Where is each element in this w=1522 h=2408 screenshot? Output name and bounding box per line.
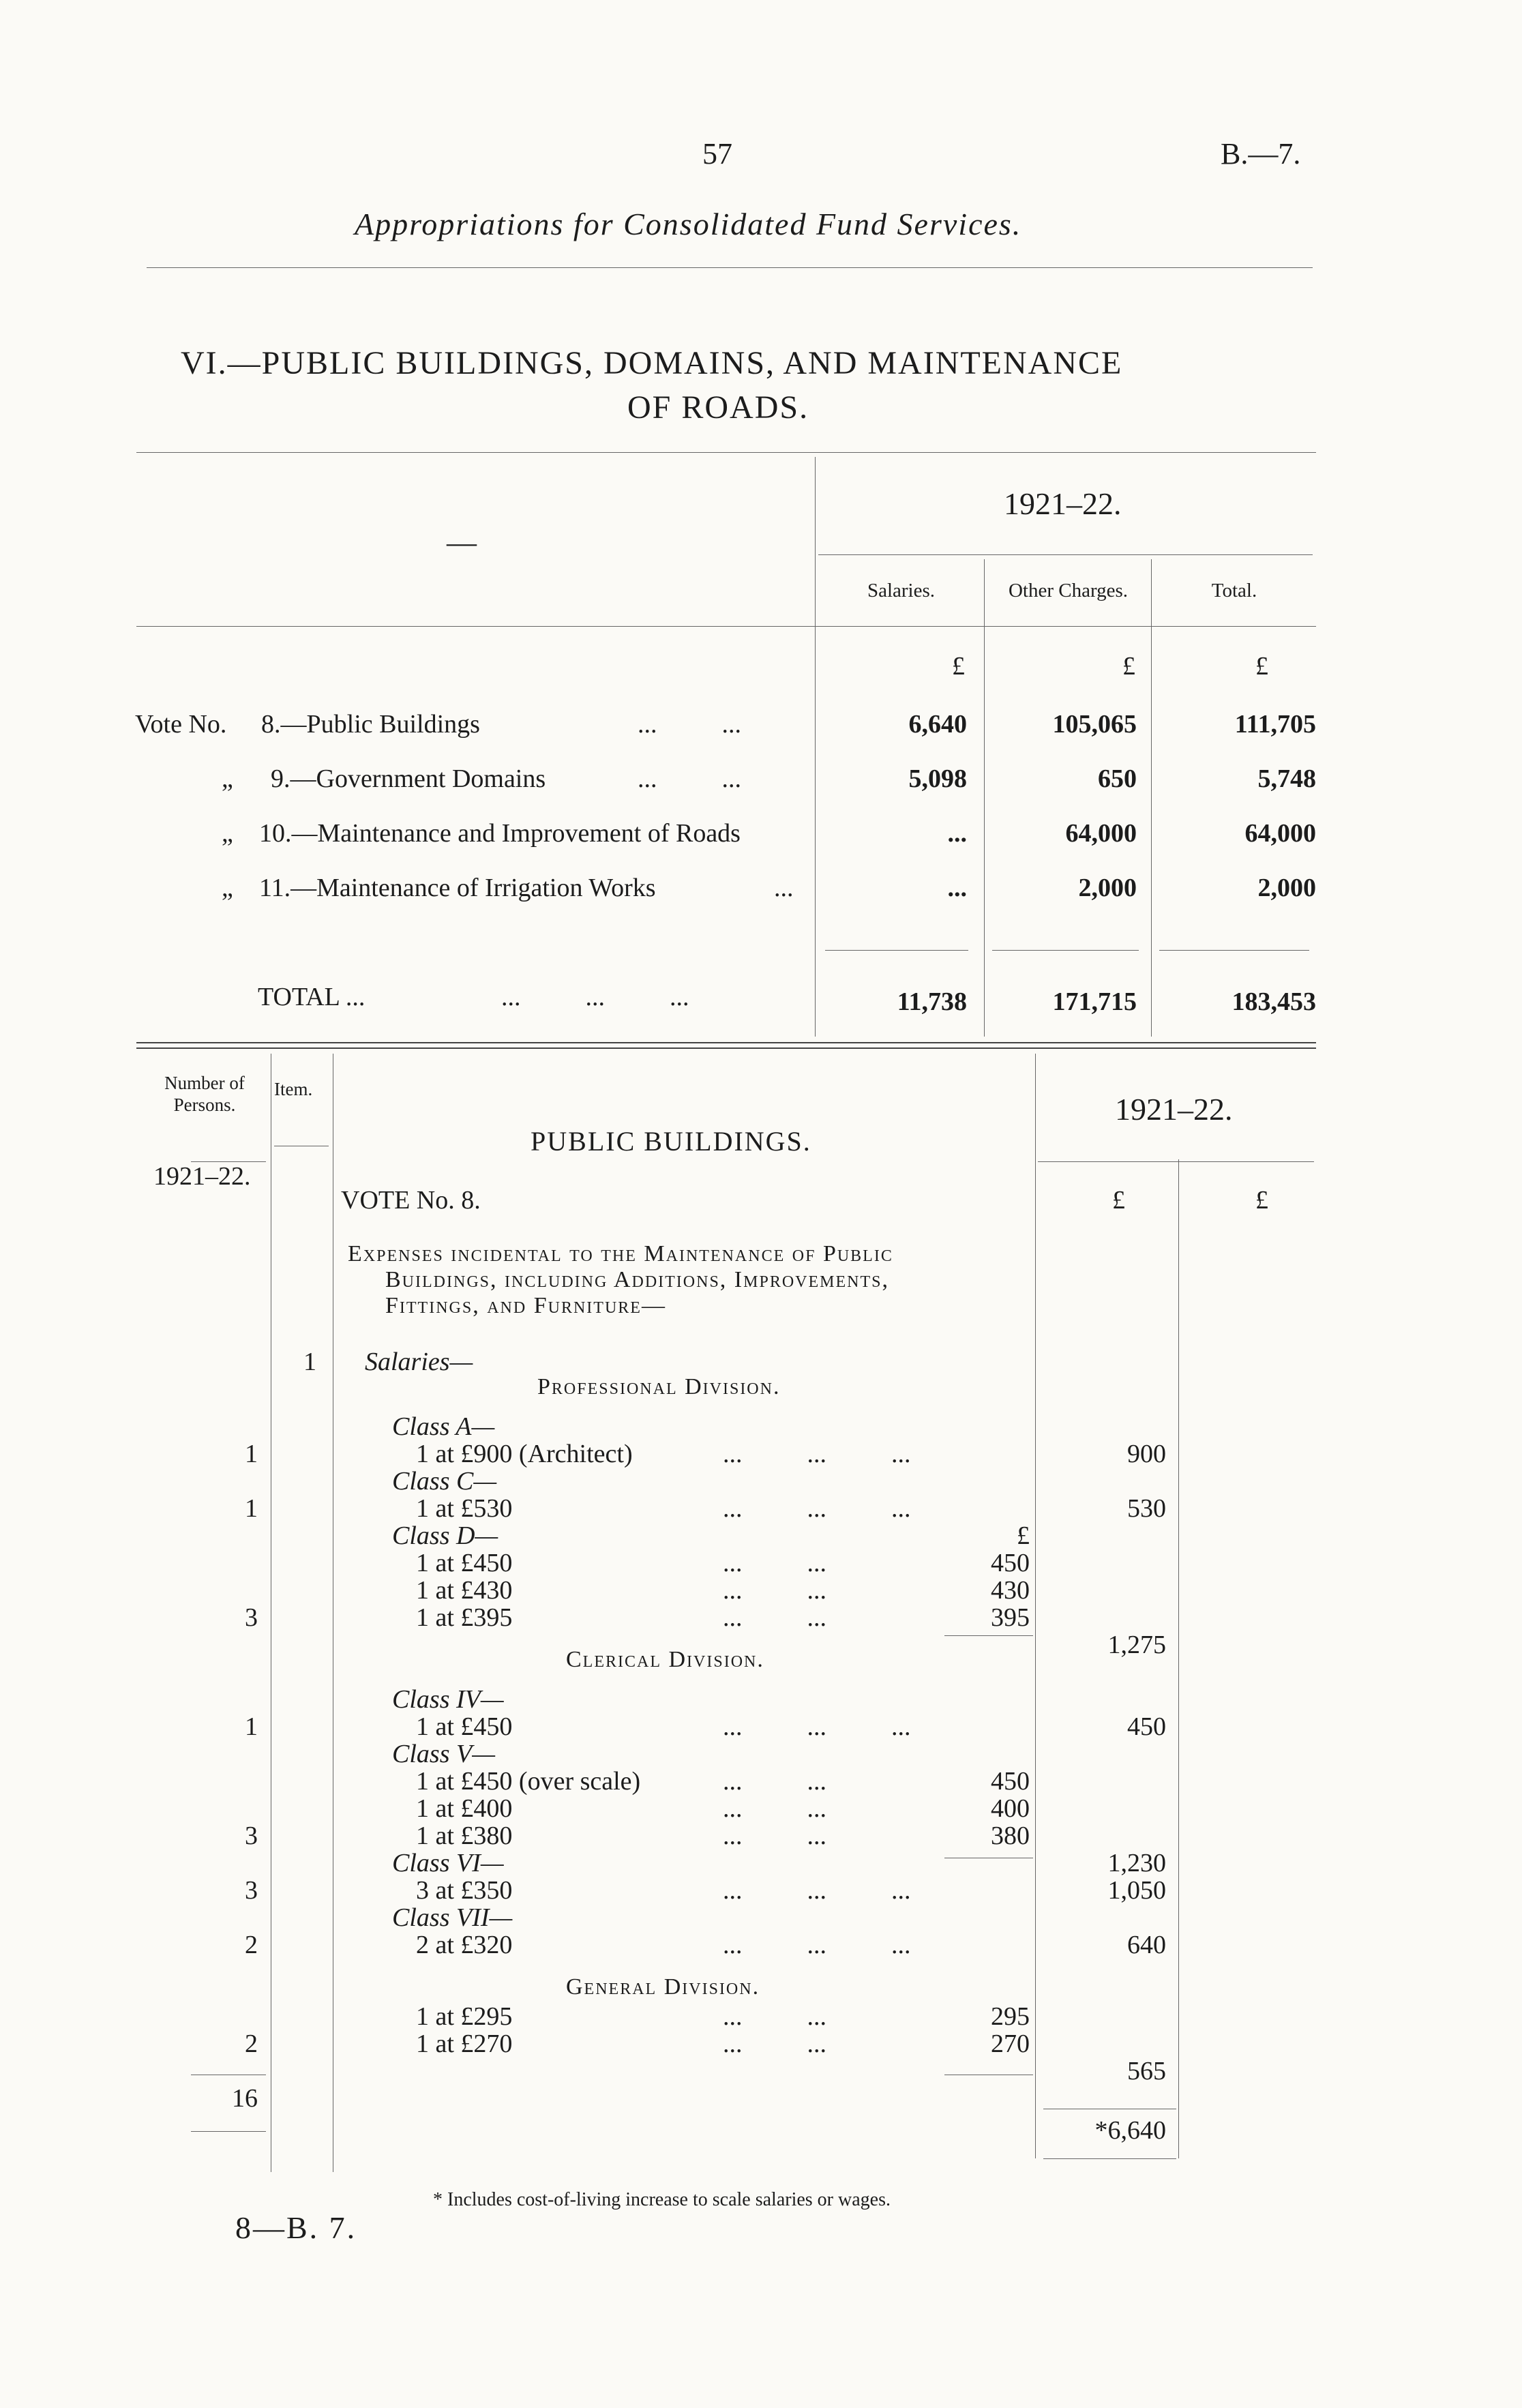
inner-amount: 430: [991, 1576, 1030, 1605]
salary-line: 3 at £350: [416, 1876, 513, 1905]
leader-dots: ... ... ...: [723, 1931, 911, 1959]
leader-dots: ... ... ...: [723, 1494, 911, 1523]
division-heading-clerical: Clerical Division.: [566, 1647, 764, 1672]
double-rule-lower: [136, 1047, 1316, 1049]
outer-amount: 565: [1127, 2057, 1166, 2085]
inner-amount: 295: [991, 2002, 1030, 2031]
currency-other: £: [1122, 652, 1135, 681]
summary-total-other: 171,715: [1052, 987, 1137, 1016]
leader-dots: ... ... ...: [501, 983, 689, 1011]
division-heading-general: General Division.: [566, 1974, 760, 2000]
persons-count: 3: [245, 1876, 258, 1905]
page-number: 57: [702, 137, 732, 170]
inner-amount: £: [1017, 1521, 1030, 1550]
currency-outer: £: [1255, 1186, 1268, 1215]
salary-line: 2 at £320: [416, 1931, 513, 1959]
outer-amount: 1,275: [1107, 1631, 1166, 1659]
summary-other-value: 650: [1098, 764, 1137, 793]
page-reference: B.—7.: [1221, 137, 1301, 170]
detail-year: 1921–22.: [1115, 1092, 1233, 1127]
outer-amount: 530: [1127, 1494, 1166, 1523]
persons-count: 3: [245, 1603, 258, 1632]
leader-dots: ... ...: [723, 2002, 826, 2031]
summary-total-value: 111,705: [1234, 710, 1316, 739]
total-persons: 16: [232, 2084, 258, 2113]
leader-dots: ... ...: [723, 1603, 826, 1632]
summary-total-value: 2,000: [1257, 874, 1316, 902]
persons-year: 1921–22.: [153, 1162, 251, 1191]
col-salaries: Salaries.: [867, 580, 936, 601]
detail-heading: PUBLIC BUILDINGS.: [531, 1126, 811, 1157]
summary-total-salaries: 11,738: [897, 987, 967, 1016]
salary-line: 1 at £430: [416, 1576, 513, 1605]
leader-dots: ... ...: [723, 1794, 826, 1823]
salary-line: 1 at £295: [416, 2002, 513, 2031]
ditto-mark: „: [222, 819, 233, 848]
leader-dots: ... ...: [723, 1549, 826, 1577]
division-heading-professional: Professional Division.: [537, 1374, 781, 1399]
inner-amount: 270: [991, 2030, 1030, 2058]
class-label: Class D—: [392, 1521, 498, 1550]
outer-amount: 1,050: [1107, 1876, 1166, 1905]
summary-other-value: 105,065: [1052, 710, 1137, 739]
section-title: VI.—PUBLIC BUILDINGS, DOMAINS, AND MAINTENANCE: [181, 345, 1123, 381]
summary-total-label: TOTAL ...: [258, 983, 365, 1011]
salary-line: 1 at £400: [416, 1794, 513, 1823]
outer-amount: 450: [1127, 1712, 1166, 1741]
summary-year: 1921–22.: [1004, 486, 1122, 521]
section-title-line2: OF ROADS.: [627, 389, 809, 426]
inner-amount: 395: [991, 1603, 1030, 1632]
salaries-label: Salaries—: [365, 1348, 473, 1376]
vote-prefix: Vote No.: [135, 710, 227, 739]
currency-inner: £: [1112, 1186, 1125, 1215]
class-label: Class IV—: [392, 1685, 504, 1714]
outer-amount: 1,230: [1107, 1849, 1166, 1877]
inner-amount: 380: [991, 1822, 1030, 1850]
outer-amount: 900: [1127, 1440, 1166, 1468]
summary-total-total: 183,453: [1232, 987, 1316, 1016]
class-label: Class VI—: [392, 1849, 504, 1877]
salary-line: 1 at £900 (Architect): [416, 1440, 633, 1468]
summary-row-label: 10.—Maintenance and Improvement of Roads: [259, 819, 741, 848]
summary-top-rule: [136, 452, 1316, 453]
leader-dots: ... ... ...: [723, 1440, 911, 1468]
summary-row-label: 8.—Public Buildings: [261, 710, 480, 739]
summary-salaries-value: 5,098: [908, 764, 967, 793]
double-rule: [136, 1042, 1316, 1043]
class-label: Class A—: [392, 1412, 495, 1441]
summary-salaries-value: 6,640: [908, 710, 967, 739]
outer-amount: 640: [1127, 1931, 1166, 1959]
col-other-charges: Other Charges.: [1008, 580, 1129, 601]
summary-total-value: 64,000: [1244, 819, 1316, 848]
persons-count: 1: [245, 1712, 258, 1741]
header-rule: [147, 267, 1313, 268]
inner-amount: 450: [991, 1549, 1030, 1577]
persons-count: 1: [245, 1440, 258, 1468]
expenses-description-2: Buildings, including Additions, Improvements,: [385, 1267, 889, 1292]
summary-other-value: 2,000: [1078, 874, 1137, 902]
salary-line: 1 at £450 (over scale): [416, 1767, 641, 1796]
expenses-description: Expenses incidental to the Maintenance of Public: [348, 1241, 893, 1266]
summary-row-label: 9.—Government Domains: [271, 764, 546, 793]
salary-line: 1 at £450: [416, 1712, 513, 1741]
summary-total-value: 5,748: [1257, 764, 1316, 793]
ditto-mark: „: [222, 764, 233, 793]
summary-row-label: 11.—Maintenance of Irrigation Works: [259, 874, 656, 902]
class-label: Class C—: [392, 1467, 497, 1496]
inner-amount: 400: [991, 1794, 1030, 1823]
leader-dots: ... ...: [723, 2030, 826, 2058]
vote-number: VOTE No. 8.: [341, 1186, 481, 1215]
currency-total: £: [1255, 652, 1268, 681]
persons-count: 2: [245, 2030, 258, 2058]
salary-line: 1 at £450: [416, 1549, 513, 1577]
running-title: Appropriations for Consolidated Fund Services.: [355, 207, 1022, 241]
leader-dots: ... ... ...: [723, 1712, 911, 1741]
expenses-description-3: Fittings, and Furniture—: [385, 1293, 666, 1318]
persons-count: 2: [245, 1931, 258, 1959]
item-number: 1: [303, 1348, 316, 1376]
persons-count: 1: [245, 1494, 258, 1523]
col-item: Item.: [274, 1079, 313, 1099]
leader-dots: ...: [774, 874, 794, 902]
summary-salaries-value: ...: [947, 874, 967, 902]
leader-dots: ... ...: [723, 1767, 826, 1796]
salary-line: 1 at £380: [416, 1822, 513, 1850]
salary-line: 1 at £530: [416, 1494, 513, 1523]
leader-dots: ... ... ...: [723, 1876, 911, 1905]
leader-dots: ... ...: [723, 1822, 826, 1850]
leader-dots: ... ...: [723, 1576, 826, 1605]
persons-count: 3: [245, 1822, 258, 1850]
col-total: Total.: [1211, 580, 1257, 601]
summary-salaries-value: ...: [947, 819, 967, 848]
footnote: * Includes cost-of-living increase to scale salaries or wages.: [433, 2189, 891, 2210]
grand-total: *6,640: [1094, 2116, 1166, 2145]
ditto-mark: „: [222, 874, 233, 902]
salary-line: 1 at £395: [416, 1603, 513, 1632]
leader-dots: ... ...: [638, 764, 741, 793]
leader-dots: ... ...: [638, 710, 741, 739]
class-label: Class V—: [392, 1740, 495, 1768]
signature-mark: 8—B. 7.: [235, 2210, 357, 2245]
salary-line: 1 at £270: [416, 2030, 513, 2058]
col-number-of-persons: Number of Persons.: [164, 1073, 245, 1115]
currency-salaries: £: [952, 652, 965, 681]
summary-other-value: 64,000: [1065, 819, 1137, 848]
summary-stub-dash: —: [447, 526, 477, 559]
class-label: Class VII—: [392, 1903, 513, 1932]
inner-amount: 450: [991, 1767, 1030, 1796]
